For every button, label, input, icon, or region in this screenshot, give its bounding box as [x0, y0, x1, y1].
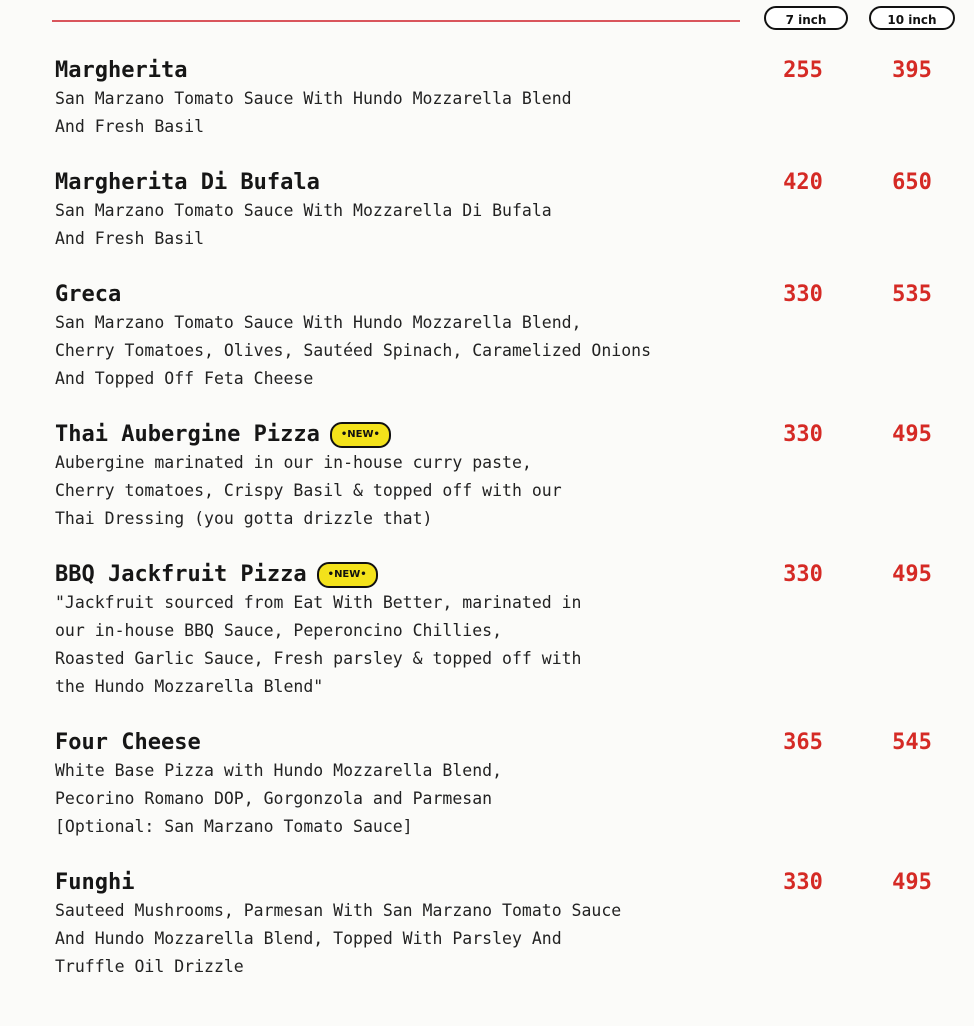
item-description: San Marzano Tomato Sauce With Mozzarella Di Bufala And Fresh Basil — [55, 201, 552, 248]
item-name: Funghi — [55, 870, 135, 895]
price-7-inch: 330 — [783, 282, 823, 307]
menu-item — [55, 421, 955, 533]
size-label-7-inch: 7 inch — [764, 6, 848, 30]
price-10-inch: 535 — [892, 282, 932, 307]
size-label-10-inch: 10 inch — [869, 6, 955, 30]
price-10-inch: 395 — [892, 58, 932, 83]
item-description: San Marzano Tomato Sauce With Hundo Mozzarella Blend, Cherry Tomatoes, Olives, Sautéed Spinach, Caramelized Onions And Topped Off Feta Cheese — [55, 313, 652, 388]
price-10-inch: 545 — [892, 730, 932, 755]
item-description: Aubergine marinated in our in-house curry paste, Cherry tomatoes, Crispy Basil & topped off with our Thai Dressing (you gotta drizzle that) — [55, 453, 562, 528]
item-name: Greca — [55, 282, 122, 307]
menu-item — [55, 869, 955, 981]
item-name: Margherita Di Bufala — [55, 170, 320, 195]
item-description: White Base Pizza with Hundo Mozzarella Blend, Pecorino Romano DOP, Gorgonzola and Parmesan [Optional: San Marzano Tomato Sauce] — [55, 761, 503, 836]
menu-item — [55, 281, 955, 393]
price-7-inch: 420 — [783, 170, 823, 195]
price-7-inch: 255 — [783, 58, 823, 83]
item-description: San Marzano Tomato Sauce With Hundo Mozzarella Blend And Fresh Basil — [55, 89, 572, 136]
price-7-inch: 330 — [783, 562, 823, 587]
menu-item — [55, 729, 955, 841]
item-name: Thai Aubergine Pizza — [55, 422, 320, 447]
item-description: "Jackfruit sourced from Eat With Better, marinated in our in-house BBQ Sauce, Peperoncino Chillies, Roasted Garlic Sauce, Fresh parsley & topped off with the Hundo Mozzarella Blend" — [55, 593, 582, 696]
price-10-inch: 495 — [892, 422, 932, 447]
item-name: Four Cheese — [55, 730, 201, 755]
price-10-inch: 650 — [892, 170, 932, 195]
header-divider — [52, 20, 740, 22]
item-description: Sauteed Mushrooms, Parmesan With San Marzano Tomato Sauce And Hundo Mozzarella Blend, Topped With Parsley And Truffle Oil Drizzle — [55, 901, 622, 976]
new-badge: •NEW• — [317, 562, 378, 588]
price-10-inch: 495 — [892, 870, 932, 895]
menu-item — [55, 561, 955, 701]
new-badge: •NEW• — [330, 422, 391, 448]
price-10-inch: 495 — [892, 562, 932, 587]
item-name: BBQ Jackfruit Pizza — [55, 562, 307, 587]
price-7-inch: 330 — [783, 422, 823, 447]
menu-item — [55, 169, 955, 253]
menu-item — [55, 57, 955, 141]
price-7-inch: 365 — [783, 730, 823, 755]
price-7-inch: 330 — [783, 870, 823, 895]
item-name: Margherita — [55, 58, 188, 83]
